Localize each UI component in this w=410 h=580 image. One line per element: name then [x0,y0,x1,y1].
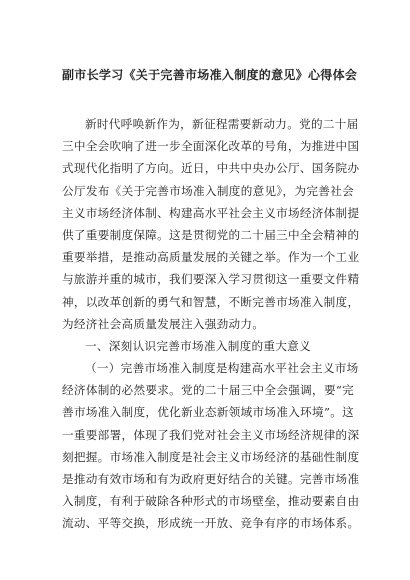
document-body [62,113,360,535]
paragraph-line: 流动、平等交换，形成统一开放、竞争有序的市场体系。 [62,516,360,531]
paragraph-line: 主义市场经济体制、构建高水平社会主义市场经济体制提 [62,205,360,220]
paragraph-line: 重要举措，是推动高质量发展的关键之举。作为一个工业 [62,250,360,265]
paragraph-line: 式现代化指明了方向。近日，中共中央办公厅、国务院办 [62,161,360,176]
paragraph-line: 新时代呼唤新作为，新征程需要新动力。党的二十届 [85,117,359,131]
paragraph-line: 刻把握。市场准入制度是社会主义市场经济的基础性制度 [62,449,360,464]
paragraph-line: 为经济社会高质量发展注入强劲动力。 [62,316,265,331]
paragraph-line: 善市场准入制度，优化新业态新领域市场准入环境”。这 [62,405,354,420]
document-title: 副市长学习《关于完善市场准入制度的意见》心得体会 [62,68,358,82]
section-heading: 一、深刻认识完善市场准入制度的重大意义 [85,338,311,353]
paragraph-line: 供了重要制度保障。这是贯彻党的二十届三中全会精神的 [62,227,360,242]
paragraph-line: 一重要部署，体现了我们党对社会主义市场经济规律的深 [62,427,360,442]
paragraph-line: 三中全会吹响了进一步全面深化改革的号角，为推进中国 [62,139,360,154]
paragraph-line: 与旅游并重的城市，我们要深入学习贯彻这一重要文件精 [62,272,360,287]
paragraph-line: 入制度，有利于破除各种形式的市场壁垒，推动要素自由 [62,494,360,509]
paragraph-line: （一）完善市场准入制度是构建高水平社会主义市场 [85,361,359,376]
paragraph-line: 经济体制的必然要求。党的二十届三中全会强调，要“完 [62,383,354,398]
paragraph-line: 神，以改革创新的勇气和智慧，不断完善市场准入制度， [62,294,360,309]
paragraph-line: 是推动有效市场和有为政府更好结合的关键。完善市场准 [62,472,360,486]
paragraph-line: 公厅发布《关于完善市场准入制度的意见》，为完善社会 [62,183,354,198]
